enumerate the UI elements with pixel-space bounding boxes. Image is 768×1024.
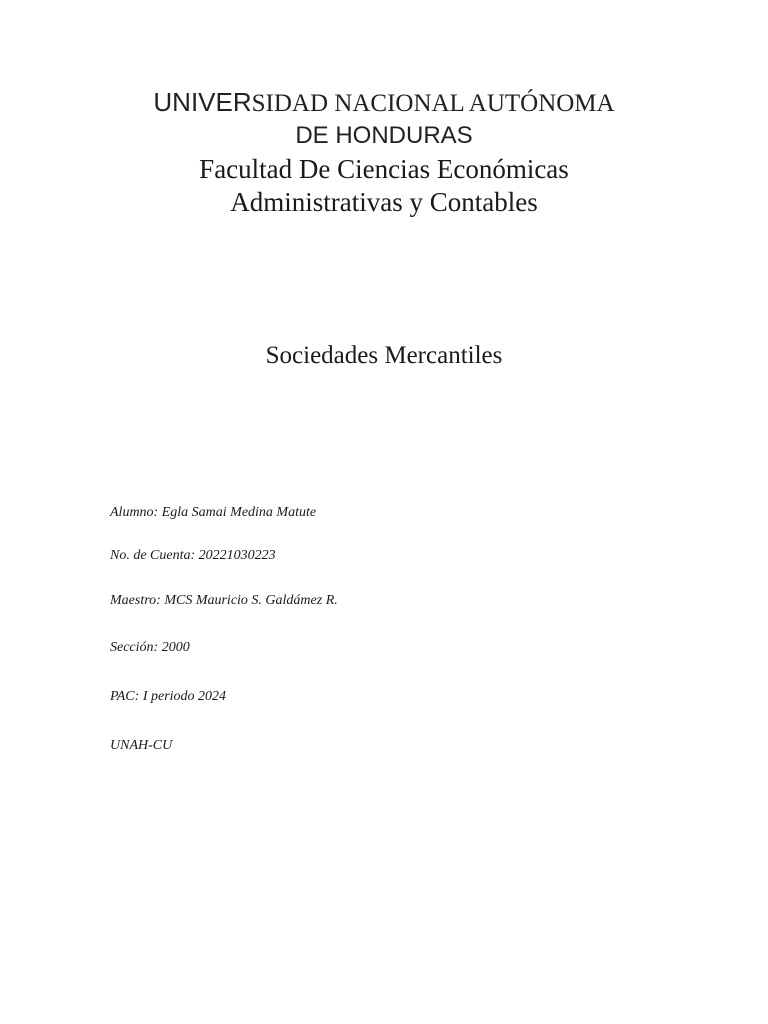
campus-line: UNAH-CU [110,738,173,753]
student-name-line [110,504,316,522]
account-number-label: No. de Cuenta: [110,548,196,563]
document-title: Sociedades Mercantiles [265,342,503,369]
pac-label: PAC: [110,689,140,704]
university-name-line2: DE HONDURAS [295,122,473,149]
university-name-line1 [0,86,768,120]
account-number-line [110,547,276,565]
pac-value: I periodo 2024 [142,689,227,704]
teacher-label: Maestro: [110,593,161,608]
pac-line [110,688,226,706]
student-name-label: Alumno: [110,505,159,520]
teacher-value: MCS Mauricio S. Galdámez R. [164,593,338,608]
section-label: Sección: [110,640,159,655]
faculty-name [0,153,768,219]
student-name-value: Egla Samai Medina Matute [161,505,317,520]
university-name-part1: UNIVER [153,87,252,117]
section-value: 2000 [161,640,190,655]
faculty-name-line1: Facultad De Ciencias Económicas [199,154,569,184]
section-line [110,639,190,657]
teacher-line [110,592,338,610]
university-name [0,86,768,152]
account-number-value: 20221030223 [198,548,276,563]
university-name-part2: SIDAD NACIONAL AUTÓNOMA [251,90,615,117]
faculty-name-line2: Administrativas y Contables [230,187,538,217]
